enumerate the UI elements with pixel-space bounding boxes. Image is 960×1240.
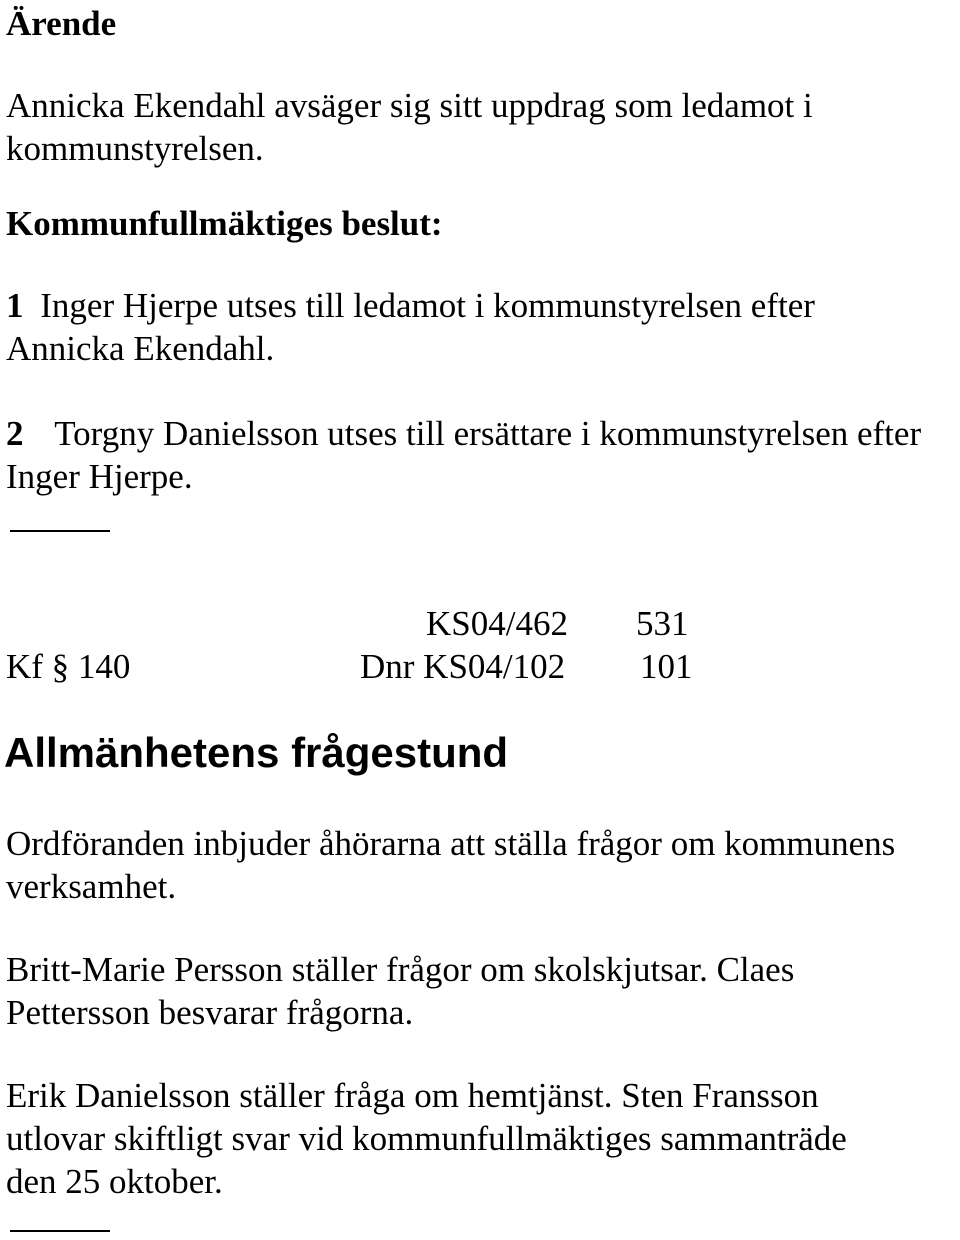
dnr-label-lower: Dnr KS04/102: [360, 647, 566, 686]
dnr-code-upper: KS04/462: [426, 604, 568, 643]
paragraph-line: Britt-Marie Persson ställer frågor om skolskjutsar. Claes: [6, 950, 795, 989]
paragraph-line: den 25 oktober.: [6, 1162, 223, 1201]
section-divider: [10, 1230, 110, 1232]
decision-heading: Kommunfullmäktiges beslut:: [6, 204, 443, 243]
decision-item-continuation: Inger Hjerpe.: [6, 457, 193, 496]
decision-item-text: Torgny Danielsson utses till ersättare i kommunstyrelsen efter: [54, 414, 922, 453]
decision-item-continuation: Annicka Ekendahl.: [6, 329, 275, 368]
paragraph-line: utlovar skiftligt svar vid kommunfullmäktiges sammanträde: [6, 1119, 847, 1158]
body-line: kommunstyrelsen.: [6, 129, 264, 168]
decision-item-text: Inger Hjerpe utses till ledamot i kommunstyrelsen efter: [40, 286, 815, 325]
paragraph-line: Erik Danielsson ställer fråga om hemtjänst. Sten Fransson: [6, 1076, 819, 1115]
decision-item-number: 1: [6, 286, 24, 325]
ref-number-upper: 531: [636, 604, 689, 643]
ref-number-lower: 101: [640, 647, 693, 686]
decision-item-number: 2: [6, 414, 24, 453]
paragraph-line: verksamhet.: [6, 867, 177, 906]
decision-item-1: [6, 284, 815, 327]
body-line: Annicka Ekendahl avsäger sig sitt uppdrag som ledamot i: [6, 86, 813, 125]
section-divider: [10, 530, 110, 532]
decision-item-2: [6, 412, 921, 455]
page-title: Allmänhetens frågestund: [4, 729, 509, 776]
paragraph-line: Ordföranden inbjuder åhörarna att ställa frågor om kommunens: [6, 824, 896, 863]
paragraph-line: Pettersson besvarar frågorna.: [6, 993, 414, 1032]
section-heading: Ärende: [6, 4, 117, 43]
paragraph-reference: Kf § 140: [6, 647, 131, 686]
